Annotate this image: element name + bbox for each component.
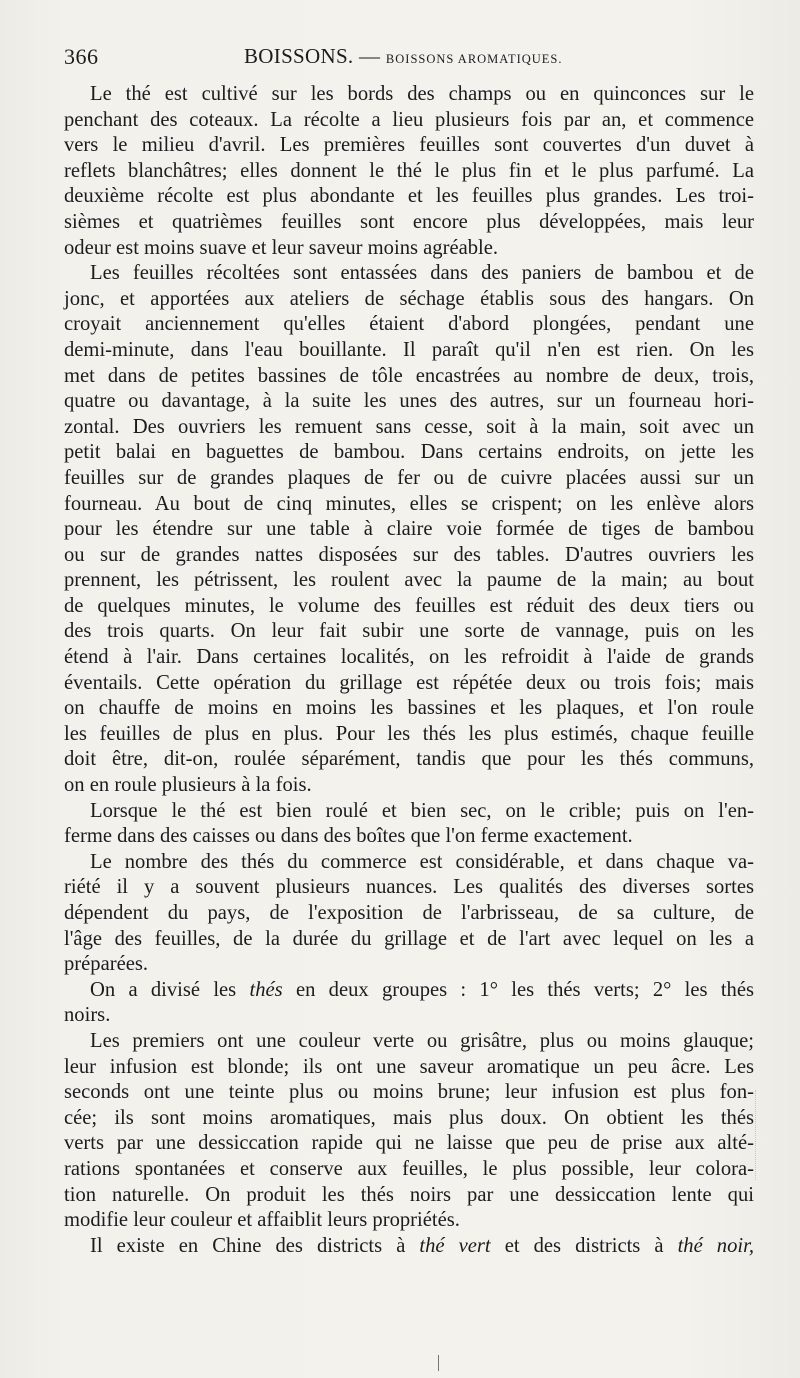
title-dash: —: [359, 44, 381, 68]
chapter-title: BOISSONS.: [244, 44, 354, 68]
text-line: Les premiers ont une couleur verte ou grisâtre, plus ou moins glauque;: [90, 1029, 754, 1052]
text-line: Le nombre des thés du commerce est considérable, et dans chaque va-: [90, 850, 754, 873]
text-line: [64, 978, 754, 1004]
text-line: ou sur de grandes nattes disposées sur des tables. D'autres ouvriers les: [64, 543, 754, 566]
text-run: On a divisé les: [90, 978, 250, 1001]
text-line: reflets blanchâtres; elles donnent le thé le plus fin et le plus parfumé. La: [64, 159, 754, 182]
paragraph-6: [64, 1029, 754, 1234]
running-header: [64, 44, 754, 74]
text-line: met dans de petites bassines de tôle encastrées au nombre de deux, trois,: [64, 364, 754, 387]
paragraph-2: [64, 261, 754, 798]
text-line: sièmes et quatrièmes feuilles sont encore plus développées, mais leur: [64, 210, 754, 233]
text-line: leur infusion est blonde; ils ont une saveur aromatique un peu âcre. Les: [64, 1055, 754, 1078]
page-mark: [438, 1355, 439, 1371]
running-title: [244, 44, 563, 69]
text-line: dépendent du pays, de l'exposition de l'arbrisseau, de sa culture, de: [64, 902, 754, 924]
text-line: petit balai en baguettes de bambou. Dans certains endroits, on jette les: [64, 441, 754, 464]
text-line: deuxième récolte est plus abondante et les feuilles plus grandes. Les troi-: [64, 185, 754, 208]
text-line: penchant des coteaux. La récolte a lieu plusieurs fois par an, et commence: [64, 108, 754, 131]
margin-mark: [755, 1090, 770, 1180]
italic-term: thé vert: [419, 1234, 491, 1257]
text-line: les feuilles de plus en plus. Pour les thés les plus estimés, chaque feuille: [64, 722, 754, 745]
text-line: fourneau. Au bout de cinq minutes, elles se crispent; on les enlève alors: [64, 492, 754, 515]
paragraph-7: [64, 1234, 754, 1260]
text-line: l'âge des feuilles, de la durée du grillage et de l'art avec lequel on les a: [64, 927, 754, 950]
text-line: on en roule plusieurs à la fois.: [64, 774, 312, 797]
text-line: tion naturelle. On produit les thés noirs par une dessiccation lente qui: [64, 1183, 754, 1206]
section-title: BOISSONS AROMATIQUES.: [385, 52, 563, 66]
paragraph-4: [64, 850, 754, 978]
text-line: riété il y a souvent plusieurs nuances. Les qualités des diverses sortes: [64, 876, 754, 899]
text-line: étend à l'air. Dans certaines localités, on les refroidit à l'aide de grands: [64, 646, 754, 669]
italic-term: thés: [249, 978, 283, 1001]
text-line: on chauffe de moins en moins les bassines et les plaques, et l'on roule: [64, 697, 754, 720]
text-line: prennent, les pétrissent, les roulent avec la paume de la main; au bout: [64, 569, 754, 592]
text-line: pour les étendre sur une table à claire voie formée de tiges de bambou: [64, 518, 754, 541]
text-run: Il existe en Chine des districts à: [90, 1234, 420, 1257]
text-line: [64, 1234, 754, 1260]
text-line: Le thé est cultivé sur les bords des champs ou en quinconces sur le: [90, 83, 754, 105]
text-line: préparées.: [64, 953, 149, 976]
text-run: et des districts à: [490, 1234, 678, 1257]
text-line: éventails. Cette opération du grillage est répétée deux ou trois fois; mais: [64, 671, 754, 694]
text-run: en deux groupes : 1° les thés verts; 2° les thés: [282, 978, 754, 1001]
text-line: verts par une dessiccation rapide qui ne laisse que peu de prise aux alté-: [64, 1132, 754, 1155]
paragraph-1: [64, 82, 754, 261]
page-number: 366: [64, 44, 99, 69]
text-line: de quelques minutes, le volume des feuilles est réduit des deux tiers ou: [64, 594, 754, 617]
paragraph-5: [64, 978, 754, 1029]
text-line: Lorsque le thé est bien roulé et bien sec, on le crible; puis on l'en-: [90, 799, 754, 822]
italic-term: thé noir,: [677, 1234, 754, 1257]
text-line: zontal. Des ouvriers les remuent sans cesse, soit à la main, soit avec un: [64, 415, 754, 438]
text-line: modifie leur couleur et affaiblit leurs propriétés.: [64, 1209, 460, 1232]
text-line: croyait anciennement qu'elles étaient d'abord plongées, pendant une: [64, 313, 754, 336]
text-line: des trois quarts. On leur fait subir une sorte de vannage, puis on les: [64, 620, 754, 643]
text-line: quatre ou davantage, à la suite les unes des autres, sur un fourneau hori-: [64, 390, 754, 413]
text-line: rations spontanées et conserve aux feuilles, le plus possible, leur colora-: [64, 1157, 754, 1180]
text-line: feuilles sur de grandes plaques de fer ou de cuivre placées aussi sur un: [64, 466, 754, 489]
text-line: odeur est moins suave et leur saveur moins agréable.: [64, 236, 499, 259]
text-line: ferme dans des caisses ou dans des boîtes que l'on ferme exactement.: [64, 825, 633, 848]
text-line: vers le milieu d'avril. Les premières feuilles sont couvertes d'un duvet à: [64, 134, 754, 157]
text-line: seconds ont une teinte plus ou moins brune; leur infusion est plus fon-: [64, 1081, 754, 1104]
paragraph-3: [64, 799, 754, 850]
text-line: cée; ils sont moins aromatiques, mais plus doux. On obtient les thés: [64, 1106, 754, 1129]
body-text: [64, 82, 754, 1259]
text-line: doit être, dit-on, roulée séparément, tandis que pour les thés communs,: [64, 748, 754, 771]
text-line: noirs.: [64, 1004, 111, 1027]
text-line: Les feuilles récoltées sont entassées dans des paniers de bambou et de: [90, 262, 754, 285]
text-line: jonc, et apportées aux ateliers de séchage établis sous des hangars. On: [64, 287, 754, 310]
text-line: demi-minute, dans l'eau bouillante. Il paraît qu'il n'en est rien. On les: [64, 338, 754, 361]
